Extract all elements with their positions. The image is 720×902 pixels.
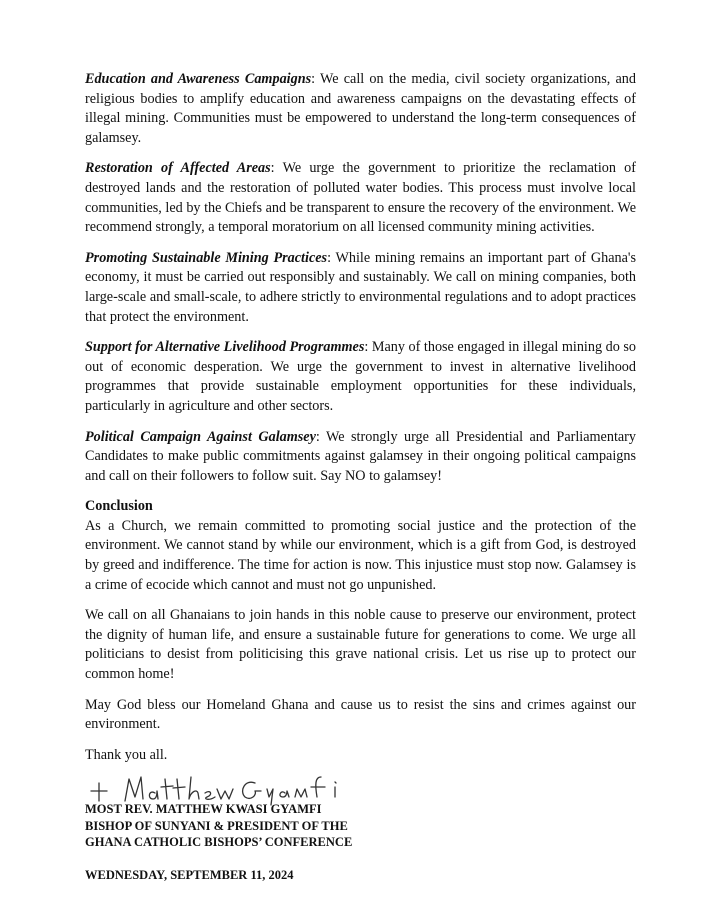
handwritten-signature <box>85 771 345 807</box>
document-date: WEDNESDAY, SEPTEMBER 11, 2024 <box>85 868 294 883</box>
signatory-title: BISHOP OF SUNYANI & PRESIDENT OF THE <box>85 818 348 833</box>
conclusion-paragraph: As a Church, we remain committed to promoting social justice and the protection of the environment. We cannot stand by while our environment, which is a gift from God, is destroyed by greed and indifference. The time for action is now. This injustice must stop now. Galamsey is a crime of ecocide which cannot and must not go unpunished. <box>85 517 636 593</box>
section-text: : We urge the government to prioritize the reclamation of destroyed lands and the restoration of polluted water bodies. This process must involve local communities, led by the Chiefs and be transparent to ensure the recovery of the environment. We recommend strongly, a temporal moratorium on all licensed community mining activities. <box>85 160 636 236</box>
section-heading: Support for Alternative Livelihood Programmes <box>85 339 365 356</box>
conclusion-paragraph: May God bless our Homeland Ghana and cause us to resist the sins and crimes against our environment. <box>85 696 636 733</box>
section-heading: Restoration of Affected Areas <box>85 160 271 177</box>
section-alternative-livelihood <box>85 338 636 416</box>
section-sustainable-mining <box>85 249 636 327</box>
section-heading: Promoting Sustainable Mining Practices <box>85 249 328 266</box>
section-heading: Political Campaign Against Galamsey <box>85 428 316 445</box>
section-text: : We strongly urge all Presidential and Parliamentary Candidates to make public commitments against galamsey in their ongoing political campaigns and call on their followers to follow suit. Say NO to galamsey! <box>85 428 637 484</box>
signatory-title: GHANA CATHOLIC BISHOPS’ CONFERENCE <box>85 834 353 849</box>
section-text: : Many of those engaged in illegal mining do so out of economic desperation. We urge the government to invest in alternative livelihood programmes that provide sustainable employment opportunities for these individuals, particularly in agriculture and other sectors. <box>85 339 636 414</box>
conclusion-heading: Conclusion <box>85 498 153 515</box>
signatory-name: MOST REV. MATTHEW KWASI GYAMFI <box>85 802 322 817</box>
section-education <box>85 70 636 148</box>
section-heading: Education and Awareness Campaigns <box>85 71 312 87</box>
section-text: : While mining remains an important part of Ghana's economy, it must be carried out responsibly and sustainably. We call on mining companies, both large-scale and small-scale, to adhere strictly to environmental regulations and to adopt practices that protect the environment. <box>85 249 637 325</box>
signature-drawing <box>85 771 345 811</box>
conclusion-paragraph: We call on all Ghanaians to join hands in this noble cause to preserve our environment, protect the dignity of human life, and ensure a sustainable future for generations to come. We urge all politicians to desist from politicising this grave national crisis. Let us rise up to protect our common home! <box>85 607 636 683</box>
section-restoration <box>85 159 636 237</box>
closing-text: Thank you all. <box>85 746 168 763</box>
section-text: : We call on the media, civil society organizations, and religious bodies to amplify education and awareness campaigns on the devastating effects of illegal mining. Communities must be empowered to understand the long-term consequences of galamsey. <box>85 71 636 146</box>
section-political-campaign <box>85 428 636 487</box>
